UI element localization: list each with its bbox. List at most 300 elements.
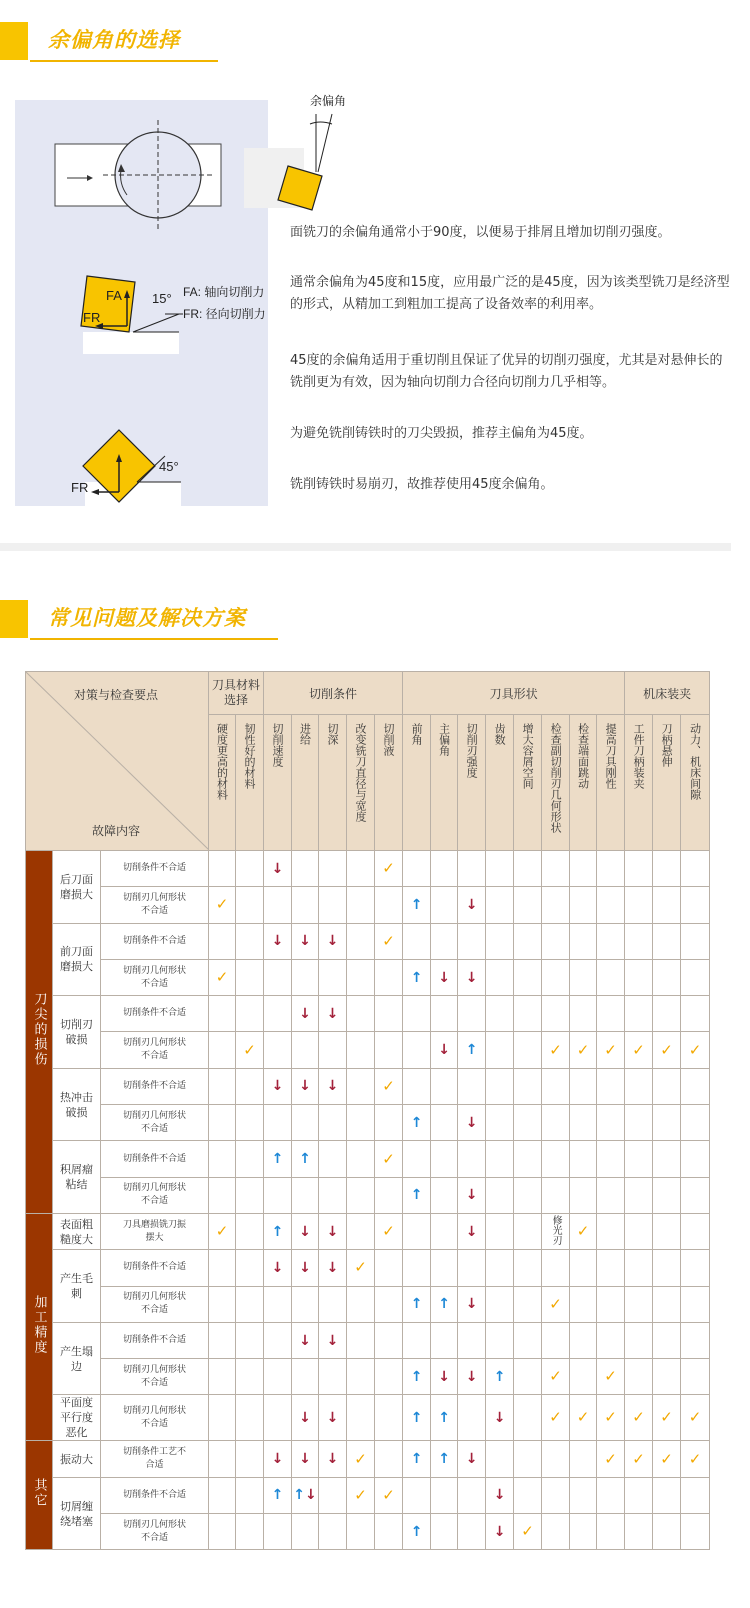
mark-cell xyxy=(458,1514,486,1550)
table-row xyxy=(26,1032,710,1068)
arrow-up-icon: ↑ xyxy=(410,896,423,913)
mark-cell xyxy=(570,1213,597,1249)
mark-cell xyxy=(292,1032,319,1068)
mark-cell xyxy=(570,1177,597,1213)
mark-cell xyxy=(458,996,486,1032)
mark-cell xyxy=(514,1322,542,1358)
arrow-down-icon: ↓ xyxy=(438,1368,450,1385)
mark-cell xyxy=(431,923,458,959)
mark-cell xyxy=(458,1105,486,1141)
category-cell xyxy=(26,1441,53,1550)
mark-cell xyxy=(458,1477,486,1513)
column-header xyxy=(236,715,264,851)
mark-cell xyxy=(264,887,292,923)
problem-cell: 前刀面磨损大 xyxy=(53,923,101,996)
arrow-down-icon: ↓ xyxy=(465,1223,478,1240)
arrow-up-icon: ↑ xyxy=(410,1409,423,1426)
arrow-down-icon: ↓ xyxy=(326,1409,339,1426)
condition-cell: 切削刃几何形状不合适 xyxy=(101,1395,209,1441)
mark-cell xyxy=(319,1286,347,1322)
check-icon: ✓ xyxy=(382,1076,395,1095)
mark-cell xyxy=(597,959,625,995)
mark-cell xyxy=(292,1359,319,1395)
mark-cell xyxy=(653,1477,681,1513)
check-icon: ✓ xyxy=(382,1485,395,1504)
mark-cell xyxy=(653,851,681,887)
mark-cell xyxy=(347,959,375,995)
mark-cell xyxy=(375,1322,403,1358)
fa-desc: FA: 轴向切削力 xyxy=(183,285,265,299)
mark-cell xyxy=(431,1213,458,1249)
mark-cell xyxy=(542,1477,570,1513)
column-header xyxy=(625,715,653,851)
arrow-down-icon: ↓ xyxy=(326,1005,339,1022)
check-icon: ✓ xyxy=(576,1040,590,1059)
column-header xyxy=(570,715,597,851)
table-row xyxy=(26,1105,710,1141)
mark-cell xyxy=(431,1514,458,1550)
mark-cell xyxy=(209,923,236,959)
mark-cell xyxy=(292,887,319,923)
mark-cell xyxy=(375,1141,403,1177)
milling-diagram xyxy=(15,100,268,506)
column-label: 工件刀柄装夹 xyxy=(632,723,646,790)
group-machine: 机床装夹 xyxy=(625,672,710,715)
mark-cell xyxy=(570,996,597,1032)
mark-cell xyxy=(542,1068,570,1104)
arrow-down-icon: ↓ xyxy=(465,969,478,986)
mark-cell xyxy=(625,887,653,923)
mark-cell xyxy=(653,1514,681,1550)
mark-cell xyxy=(264,1359,292,1395)
column-header xyxy=(597,715,625,851)
mark-cell xyxy=(570,1250,597,1286)
mark-cell xyxy=(264,1514,292,1550)
mark-cell xyxy=(431,887,458,923)
mark-cell xyxy=(486,923,514,959)
mark-cell xyxy=(236,1441,264,1477)
mark-cell xyxy=(542,923,570,959)
column-label: 切削液 xyxy=(382,723,396,757)
mark-cell xyxy=(486,996,514,1032)
mark-cell xyxy=(403,1032,431,1068)
check-icon: ✓ xyxy=(382,1222,395,1241)
mark-cell xyxy=(375,1250,403,1286)
table-row xyxy=(26,1286,710,1322)
mark-cell xyxy=(264,923,292,959)
mark-cell xyxy=(375,1477,403,1513)
paragraph-1: 面铣刀的余偏角通常小于90度，以便易于排屑且增加切削刃强度。 xyxy=(290,225,671,240)
corner-header xyxy=(26,672,209,851)
mark-cell xyxy=(681,851,710,887)
mark-cell xyxy=(431,1141,458,1177)
mark-cell xyxy=(597,1105,625,1141)
mark-cell xyxy=(570,1032,597,1068)
mark-cell xyxy=(570,1322,597,1358)
mark-cell xyxy=(625,1395,653,1441)
mark-cell xyxy=(542,1141,570,1177)
problem-cell: 积屑瘤粘结 xyxy=(53,1141,101,1214)
column-label: 刀柄悬伸 xyxy=(660,723,674,768)
mark-cell xyxy=(514,923,542,959)
paragraph-2: 通常余偏角为45度和15度，应用最广泛的是45度，因为该类型铣刀是经济型的形式，从精加工到粗加工提高了设备效率的利用率。 xyxy=(290,275,730,312)
mark-cell xyxy=(625,1286,653,1322)
mark-cell xyxy=(347,1395,375,1441)
mark-cell xyxy=(264,1441,292,1477)
arrow-up-icon: ↑ xyxy=(293,1487,306,1504)
mark-cell xyxy=(319,1395,347,1441)
condition-cell: 切削条件不合适 xyxy=(101,851,209,887)
mark-cell xyxy=(292,1395,319,1441)
mark-cell xyxy=(653,1105,681,1141)
mark-cell xyxy=(347,923,375,959)
mark-cell xyxy=(209,887,236,923)
mark-cell xyxy=(681,887,710,923)
solutions-table xyxy=(25,671,710,1550)
arrow-down-icon: ↓ xyxy=(326,1078,339,1095)
mark-cell xyxy=(458,1032,486,1068)
mark-cell xyxy=(625,1250,653,1286)
mark-cell xyxy=(514,1250,542,1286)
column-header xyxy=(347,715,375,851)
mark-cell xyxy=(681,1177,710,1213)
mark-cell xyxy=(653,1068,681,1104)
mark-cell xyxy=(653,887,681,923)
mark-cell xyxy=(681,1359,710,1395)
mark-cell xyxy=(597,923,625,959)
column-header xyxy=(264,715,292,851)
condition-cell: 切削刃几何形状不合适 xyxy=(101,1177,209,1213)
mark-cell xyxy=(264,1286,292,1322)
condition-cell: 切削条件不合适 xyxy=(101,1322,209,1358)
mark-cell xyxy=(681,923,710,959)
mark-cell xyxy=(292,1441,319,1477)
mark-cell xyxy=(319,959,347,995)
section-header-1 xyxy=(0,22,300,62)
arrow-up-icon: ↑ xyxy=(410,1187,423,1204)
mark-cell xyxy=(347,1359,375,1395)
check-icon: ✓ xyxy=(576,1408,590,1427)
mark-cell xyxy=(264,1141,292,1177)
column-header xyxy=(431,715,458,851)
mark-cell xyxy=(570,923,597,959)
mark-cell xyxy=(347,1068,375,1104)
arrow-down-icon: ↓ xyxy=(299,1451,311,1468)
mark-cell xyxy=(319,851,347,887)
arrow-up-icon: ↑ xyxy=(493,1368,506,1385)
mark-cell xyxy=(209,1514,236,1550)
mark-cell xyxy=(542,1213,570,1249)
mark-cell xyxy=(403,1441,431,1477)
mark-cell xyxy=(431,1441,458,1477)
column-header xyxy=(209,715,236,851)
lead-angle-label: 余偏角 xyxy=(310,94,347,108)
mark-cell xyxy=(625,1322,653,1358)
mark-cell xyxy=(375,1177,403,1213)
mark-cell xyxy=(292,1141,319,1177)
mark-cell xyxy=(486,1441,514,1477)
mark-cell xyxy=(431,1477,458,1513)
section-bar xyxy=(0,22,28,60)
check-icon: ✓ xyxy=(549,1408,562,1427)
mark-cell xyxy=(625,1514,653,1550)
mark-cell xyxy=(542,959,570,995)
mark-cell xyxy=(319,1068,347,1104)
fa-label: FA xyxy=(106,288,122,303)
arrow-down-icon: ↓ xyxy=(438,1042,450,1059)
mark-cell xyxy=(681,1213,710,1249)
column-label: 主偏角 xyxy=(437,723,451,757)
section-underline xyxy=(30,60,218,62)
mark-cell xyxy=(347,1032,375,1068)
arrow-down-icon: ↓ xyxy=(326,1451,339,1468)
mark-cell xyxy=(375,1395,403,1441)
mark-cell xyxy=(681,1514,710,1550)
table-row xyxy=(26,1177,710,1213)
mark-cell xyxy=(653,923,681,959)
mark-cell xyxy=(681,1441,710,1477)
arrow-up-icon: ↑ xyxy=(465,1042,478,1059)
mark-cell xyxy=(292,1477,319,1513)
condition-cell: 切削刃几何形状不合适 xyxy=(101,1286,209,1322)
check-icon: ✓ xyxy=(604,1367,617,1386)
table-row xyxy=(26,1322,710,1358)
arrow-down-icon: ↓ xyxy=(438,969,450,986)
mark-cell xyxy=(486,1213,514,1249)
mark-cell xyxy=(236,1286,264,1322)
arrow-down-icon: ↓ xyxy=(299,1409,311,1426)
arrow-down-icon: ↓ xyxy=(465,1451,478,1468)
mark-cell xyxy=(514,1141,542,1177)
mark-cell xyxy=(514,1514,542,1550)
paragraph-4: 为避免铣削铸铁时的刀尖毁损，推荐主偏角为45度。 xyxy=(290,426,593,441)
table-row xyxy=(26,959,710,995)
mark-cell xyxy=(486,1514,514,1550)
arrow-up-icon: ↑ xyxy=(271,1223,284,1240)
group-material: 刀具材料选择 xyxy=(209,672,264,715)
check-icon: ✓ xyxy=(549,1040,562,1059)
mark-cell xyxy=(403,1359,431,1395)
mark-cell xyxy=(458,1441,486,1477)
mark-cell xyxy=(403,1514,431,1550)
mark-cell xyxy=(681,1250,710,1286)
mark-cell xyxy=(570,851,597,887)
mark-cell xyxy=(236,1250,264,1286)
mark-cell xyxy=(542,1286,570,1322)
mark-cell xyxy=(486,1286,514,1322)
mark-cell xyxy=(458,851,486,887)
angle-15-label: 15° xyxy=(152,291,172,306)
mark-cell xyxy=(570,1441,597,1477)
mark-cell xyxy=(570,1477,597,1513)
mark-cell xyxy=(653,1250,681,1286)
check-icon: ✓ xyxy=(688,1408,702,1427)
section-underline xyxy=(30,638,278,640)
mark-cell xyxy=(319,1141,347,1177)
column-label: 切削速度 xyxy=(271,723,285,768)
mark-cell xyxy=(486,1177,514,1213)
mark-cell xyxy=(542,1514,570,1550)
mark-cell xyxy=(486,1032,514,1068)
check-icon: ✓ xyxy=(243,1040,256,1059)
mark-cell xyxy=(486,1250,514,1286)
column-label: 进给 xyxy=(298,723,312,746)
mark-cell xyxy=(514,959,542,995)
mark-cell xyxy=(403,887,431,923)
section-divider xyxy=(0,543,731,551)
mark-cell xyxy=(681,1105,710,1141)
problem-cell: 后刀面磨损大 xyxy=(53,851,101,924)
problem-cell: 热冲击破损 xyxy=(53,1068,101,1141)
check-icon: ✓ xyxy=(660,1040,673,1059)
mark-cell xyxy=(403,923,431,959)
mark-cell xyxy=(375,1286,403,1322)
mark-cell xyxy=(319,1250,347,1286)
mark-cell xyxy=(319,1359,347,1395)
mark-cell xyxy=(625,1105,653,1141)
mark-cell xyxy=(431,996,458,1032)
problem-cell: 切屑缠绕堵塞 xyxy=(53,1477,101,1550)
mark-cell xyxy=(681,996,710,1032)
mark-cell xyxy=(681,1286,710,1322)
condition-cell: 切削刃几何形状不合适 xyxy=(101,1359,209,1395)
mark-cell xyxy=(209,1322,236,1358)
mark-cell xyxy=(597,1477,625,1513)
column-header xyxy=(681,715,710,851)
mark-cell xyxy=(625,1213,653,1249)
table-row xyxy=(26,1141,710,1177)
mark-cell xyxy=(209,1177,236,1213)
arrow-up-icon: ↑ xyxy=(410,1114,423,1131)
mark-cell xyxy=(653,1359,681,1395)
problem-cell: 振动大 xyxy=(53,1441,101,1477)
arrow-up-icon: ↑ xyxy=(410,1451,423,1468)
mark-cell xyxy=(597,851,625,887)
mark-cell xyxy=(347,1213,375,1249)
category-label: 加工精度 xyxy=(31,1295,47,1356)
mark-cell xyxy=(236,1213,264,1249)
mark-cell xyxy=(236,887,264,923)
mark-cell xyxy=(209,959,236,995)
column-header xyxy=(653,715,681,851)
category-cell xyxy=(26,1213,53,1440)
column-label: 检查端面跳动 xyxy=(576,723,590,790)
mark-cell xyxy=(292,1322,319,1358)
mark-cell xyxy=(375,887,403,923)
condition-cell: 切削条件不合适 xyxy=(101,996,209,1032)
mark-cell xyxy=(597,1250,625,1286)
mark-cell xyxy=(570,1395,597,1441)
category-label: 其它 xyxy=(31,1478,47,1509)
check-icon: ✓ xyxy=(632,1408,645,1427)
mark-cell xyxy=(542,1105,570,1141)
check-icon: ✓ xyxy=(354,1258,367,1277)
table-row xyxy=(26,1514,710,1550)
arrow-down-icon: ↓ xyxy=(271,1451,284,1468)
mark-cell xyxy=(236,923,264,959)
arrow-down-icon: ↓ xyxy=(465,1368,478,1385)
mark-cell xyxy=(653,959,681,995)
mark-cell xyxy=(653,1177,681,1213)
table-row xyxy=(26,851,710,887)
mark-cell xyxy=(403,1068,431,1104)
check-icon: ✓ xyxy=(215,968,229,987)
mark-cell xyxy=(570,887,597,923)
mark-cell xyxy=(625,923,653,959)
mark-cell xyxy=(542,851,570,887)
mark-cell xyxy=(264,1177,292,1213)
mark-cell xyxy=(292,1177,319,1213)
mark-cell xyxy=(264,1395,292,1441)
mark-cell xyxy=(292,923,319,959)
arrow-down-icon: ↓ xyxy=(493,1523,506,1540)
mark-cell xyxy=(597,1395,625,1441)
mark-cell xyxy=(209,1213,236,1249)
mark-cell xyxy=(264,1250,292,1286)
mark-cell xyxy=(236,1477,264,1513)
mark-cell xyxy=(403,1177,431,1213)
check-icon: ✓ xyxy=(521,1522,534,1541)
mark-cell xyxy=(458,1141,486,1177)
mark-cell xyxy=(431,1286,458,1322)
mark-cell xyxy=(458,1177,486,1213)
paragraph-5: 铣削铸铁时易崩刃，故推荐使用45度余偏角。 xyxy=(290,477,554,492)
check-icon: ✓ xyxy=(382,931,395,950)
mark-cell xyxy=(347,1250,375,1286)
arrow-down-icon: ↓ xyxy=(271,1259,284,1276)
mark-cell xyxy=(319,887,347,923)
category-label: 刀尖的损伤 xyxy=(31,992,47,1068)
mark-cell xyxy=(458,923,486,959)
mark-cell xyxy=(458,887,486,923)
mark-cell xyxy=(514,996,542,1032)
mark-cell xyxy=(458,1213,486,1249)
mark-cell xyxy=(347,1177,375,1213)
mark-cell xyxy=(264,1032,292,1068)
arrow-up-icon: ↑ xyxy=(410,1368,423,1385)
paragraph-3: 45度的余偏角适用于重切削且保证了优异的切削刃强度，尤其是对悬伸长的铣削更为有效，因为轴向切削力合径向切削力几乎相等。 xyxy=(290,353,723,390)
mark-cell xyxy=(514,1441,542,1477)
mark-cell xyxy=(681,1477,710,1513)
arrow-down-icon: ↓ xyxy=(326,1223,339,1240)
column-label: 切削刃强度 xyxy=(465,723,479,779)
mark-cell xyxy=(375,1441,403,1477)
condition-cell: 切削条件工艺不合适 xyxy=(101,1441,209,1477)
mark-cell xyxy=(570,1286,597,1322)
mark-cell xyxy=(403,1105,431,1141)
check-icon: ✓ xyxy=(660,1408,673,1427)
mark-cell xyxy=(431,1359,458,1395)
mark-cell xyxy=(458,1395,486,1441)
mark-cell xyxy=(292,851,319,887)
mark-cell xyxy=(431,1177,458,1213)
mark-cell xyxy=(319,1441,347,1477)
mark-cell xyxy=(597,1068,625,1104)
mark-cell xyxy=(597,1359,625,1395)
mark-cell xyxy=(347,887,375,923)
mark-cell xyxy=(236,1177,264,1213)
mark-cell xyxy=(486,1477,514,1513)
arrow-down-icon: ↓ xyxy=(299,933,311,950)
mark-cell xyxy=(458,959,486,995)
mark-cell xyxy=(653,1213,681,1249)
mark-cell xyxy=(375,996,403,1032)
corner-bottom: 故障内容 xyxy=(92,824,141,838)
column-header xyxy=(542,715,570,851)
cell-text: 修光刃 xyxy=(550,1215,562,1246)
mark-cell xyxy=(236,1514,264,1550)
problem-cell: 切削刃破损 xyxy=(53,996,101,1069)
